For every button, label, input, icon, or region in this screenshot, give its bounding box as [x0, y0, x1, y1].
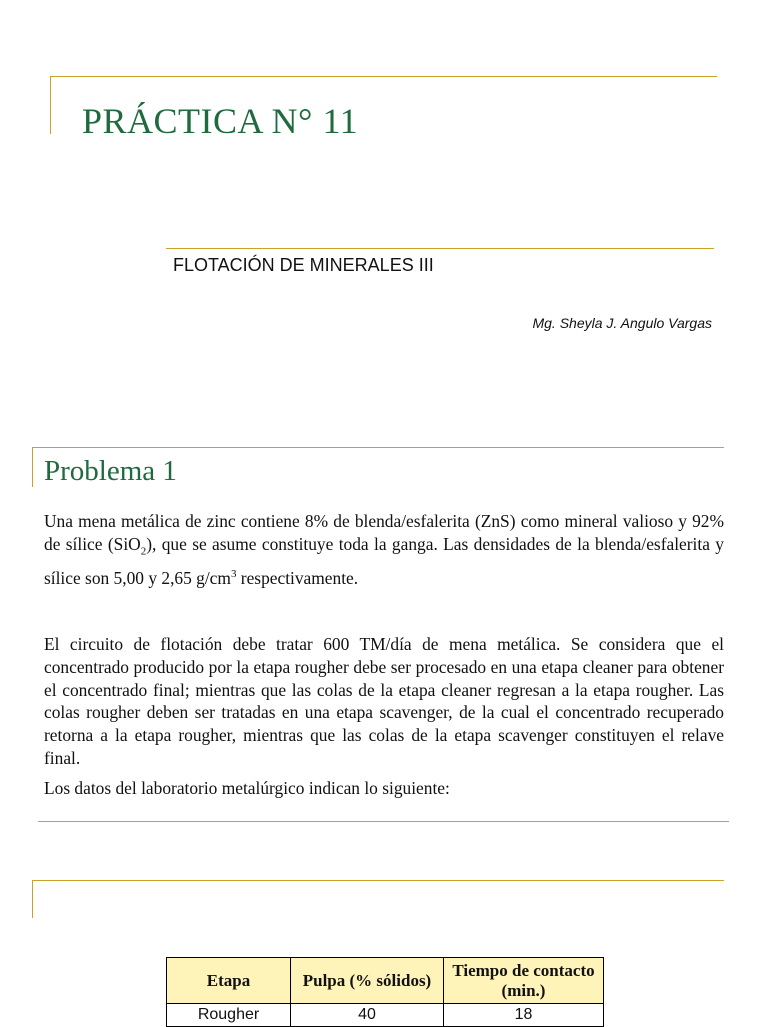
title-left-rule [50, 76, 51, 134]
problem-heading: Problema 1 [44, 455, 177, 487]
problem-top-rule [32, 447, 724, 448]
slide-subtitle: FLOTACIÓN DE MINERALES III [173, 255, 434, 275]
cell-etapa: Rougher [167, 1004, 291, 1027]
problem-paragraph-2: El circuito de flotación debe tratar 600 TM/día de mena metálica. Se considera que el concentrado producido por la etapa rougher debe ser procesado en una etapa cleaner para obtener el concentrado final; mientras que las colas de la etapa cleaner regresan a la etapa rougher. Las colas rougher deben ser tratadas en una etapa scavenger, de la cual el concentrado recuperado retorna a la etapa rougher, mientras que las colas de la etapa scavenger constituyen el relave final. [44, 634, 724, 768]
subtitle-rule [166, 248, 714, 249]
paragraph-1-text-a: Una mena metálica de zinc contiene 8% de blenda/esfalerita (ZnS) como mineral valioso y 92% de sílice (SiO [44, 511, 724, 554]
table-slide-top-rule [32, 880, 724, 881]
author-name: Mg. Sheyla J. Angulo Vargas [532, 315, 712, 331]
silica-subscript: 2 [140, 545, 147, 558]
problem-paragraph-3: Los datos del laboratorio metalúrgico indican lo siguiente: [44, 778, 450, 798]
table-slide-left-rule [32, 880, 33, 918]
table-header-row [167, 958, 604, 1004]
cubic-superscript: 3 [230, 568, 237, 581]
slide-title: PRÁCTICA N° 11 [82, 101, 359, 141]
problem-paragraph-1 [44, 510, 724, 590]
header-pulpa: Pulpa (% sólidos) [291, 958, 444, 1004]
header-tiempo: Tiempo de contacto (min.) [444, 958, 604, 1004]
cell-pulpa: 40 [291, 1004, 444, 1027]
paragraph-1-text-c: respectivamente. [236, 567, 359, 588]
problem-left-rule [32, 447, 33, 487]
table-row [167, 1004, 604, 1027]
header-etapa: Etapa [167, 958, 291, 1004]
title-top-rule [50, 76, 717, 77]
cell-tiempo: 18 [444, 1004, 604, 1027]
lab-data-table [166, 957, 604, 1027]
problem-bottom-rule [38, 821, 729, 822]
paragraph-1-text-b: ), que se asume constituye toda la ganga. Las densidades de la blenda/esfalerita y sílice son 5,00 y 2,65 g/cm [44, 533, 724, 588]
